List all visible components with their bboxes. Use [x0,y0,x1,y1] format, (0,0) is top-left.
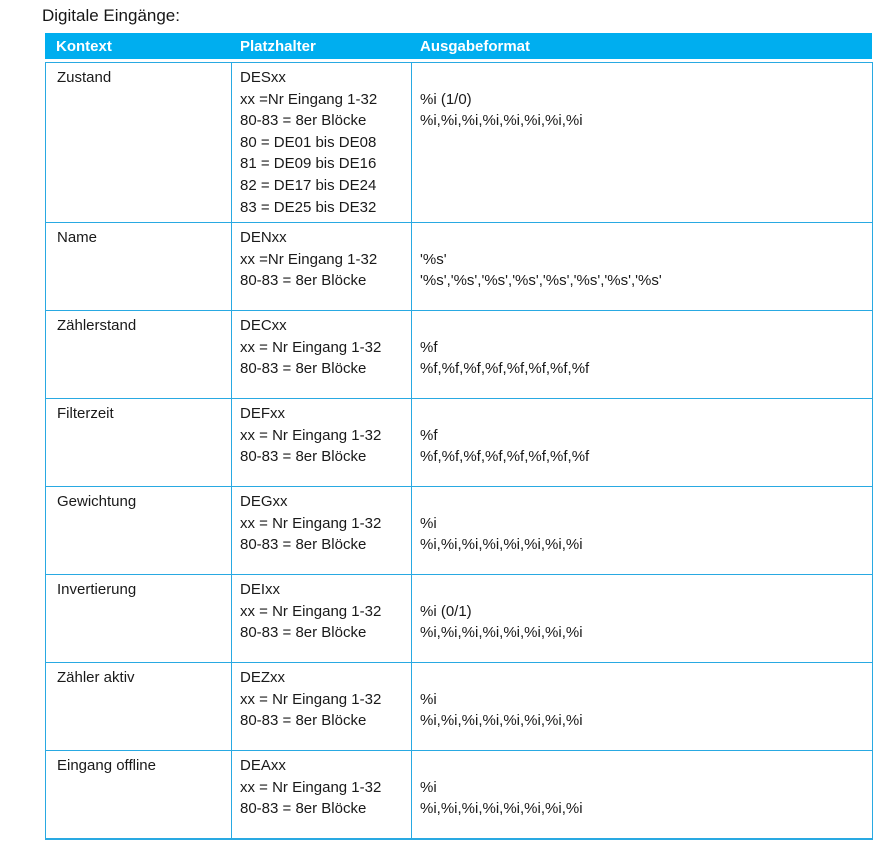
ausgabeformat-cell [412,311,873,399]
kontext-cell [46,575,232,663]
kontext-label: Filterzeit [57,405,114,422]
column-header-ausgabeformat: Ausgabeformat [420,37,531,55]
column-header-platzhalter: Platzhalter [240,37,316,55]
format-line: %f [420,338,438,356]
format-line [420,579,868,601]
table-row-zaehler-aktiv [46,663,873,751]
kontext-cell [46,487,232,575]
page-title: Digitale Eingänge: [42,6,180,25]
platzhalter-line: DENxx [240,229,287,246]
platzhalter-line: xx = Nr Eingang 1-32 [240,514,382,532]
table-header-row [45,33,872,59]
table-body [45,62,873,840]
format-line: %i [420,778,437,796]
table-row-zustand [46,63,873,223]
kontext-cell [46,663,232,751]
platzhalter-line: xx =Nr Eingang 1-32 [240,250,378,268]
table-row-eingang-offline [46,751,873,839]
format-line: %i,%i,%i,%i,%i,%i,%i,%i [420,624,583,642]
table-row-gewichtung [46,487,873,575]
kontext-cell [46,311,232,399]
kontext-label: Invertierung [57,581,137,598]
platzhalter-line: xx = Nr Eingang 1-32 [240,602,382,620]
platzhalter-line: 80 = DE01 bis DE08 [240,133,377,151]
format-line: %f,%f,%f,%f,%f,%f,%f,%f [420,360,590,378]
format-line: %i [420,514,437,532]
format-line: %f [420,426,438,444]
format-line [420,227,868,249]
platzhalter-line: 83 = DE25 bis DE32 [240,198,377,216]
format-line [420,315,868,337]
platzhalter-line: 80-83 = 8er Blöcke [240,360,367,378]
kontext-label: Zähler aktiv [57,669,135,686]
platzhalter-line: DEIxx [240,581,281,598]
platzhalter-line: 80-83 = 8er Blöcke [240,712,367,730]
ausgabeformat-cell [412,63,873,223]
kontext-label: Zustand [57,69,112,86]
kontext-label: Name [57,229,98,246]
kontext-cell [46,751,232,839]
platzhalter-line: DEAxx [240,757,286,774]
kontext-cell [46,223,232,311]
platzhalter-cell [232,663,412,751]
platzhalter-line: 80-83 = 8er Blöcke [240,800,367,818]
table-row-name [46,223,873,311]
platzhalter-line: xx = Nr Eingang 1-32 [240,338,382,356]
platzhalter-line: 81 = DE09 bis DE16 [240,155,377,173]
kontext-label: Gewichtung [57,493,137,510]
format-line: %i,%i,%i,%i,%i,%i,%i,%i [420,800,583,818]
platzhalter-line: 80-83 = 8er Blöcke [240,112,367,130]
ausgabeformat-cell [412,575,873,663]
format-line [420,403,868,425]
platzhalter-cell [232,223,412,311]
format-line: %i,%i,%i,%i,%i,%i,%i,%i [420,536,583,554]
platzhalter-line: DEFxx [240,405,285,422]
format-line: %i (1/0) [420,90,472,108]
platzhalter-line: 80-83 = 8er Blöcke [240,448,367,466]
ausgabeformat-cell [412,399,873,487]
platzhalter-cell [232,63,412,223]
kontext-label: Eingang offline [57,757,156,774]
format-line [420,755,868,777]
table-row-invertierung [46,575,873,663]
format-line: %i [420,690,437,708]
platzhalter-line: xx = Nr Eingang 1-32 [240,690,382,708]
format-line: '%s','%s','%s','%s','%s','%s','%s','%s' [420,272,662,290]
ausgabeformat-cell [412,487,873,575]
table-row-filterzeit [46,399,873,487]
format-line: %f,%f,%f,%f,%f,%f,%f,%f [420,448,590,466]
format-line [420,667,868,689]
platzhalter-line: DESxx [240,69,286,86]
platzhalter-cell [232,311,412,399]
platzhalter-line: DECxx [240,317,287,334]
column-header-kontext: Kontext [56,37,112,55]
platzhalter-line: 80-83 = 8er Blöcke [240,536,367,554]
platzhalter-cell [232,487,412,575]
format-line: %i,%i,%i,%i,%i,%i,%i,%i [420,112,583,130]
digital-inputs-table [45,33,872,840]
ausgabeformat-cell [412,751,873,839]
format-line: %i,%i,%i,%i,%i,%i,%i,%i [420,712,583,730]
kontext-cell [46,399,232,487]
format-line [420,491,868,513]
platzhalter-line: 80-83 = 8er Blöcke [240,624,367,642]
platzhalter-line: 80-83 = 8er Blöcke [240,272,367,290]
ausgabeformat-cell [412,223,873,311]
platzhalter-line: xx = Nr Eingang 1-32 [240,426,382,444]
format-line: '%s' [420,250,447,268]
platzhalter-cell [232,399,412,487]
platzhalter-line: DEZxx [240,669,285,686]
format-line: %i (0/1) [420,602,472,620]
platzhalter-cell [232,575,412,663]
table-row-zaehlerstand [46,311,873,399]
platzhalter-line: xx =Nr Eingang 1-32 [240,90,378,108]
format-line [420,67,868,89]
kontext-label: Zählerstand [57,317,137,334]
kontext-cell [46,63,232,223]
platzhalter-line: xx = Nr Eingang 1-32 [240,778,382,796]
platzhalter-line: DEGxx [240,493,288,510]
platzhalter-line: 82 = DE17 bis DE24 [240,176,377,194]
platzhalter-cell [232,751,412,839]
ausgabeformat-cell [412,663,873,751]
